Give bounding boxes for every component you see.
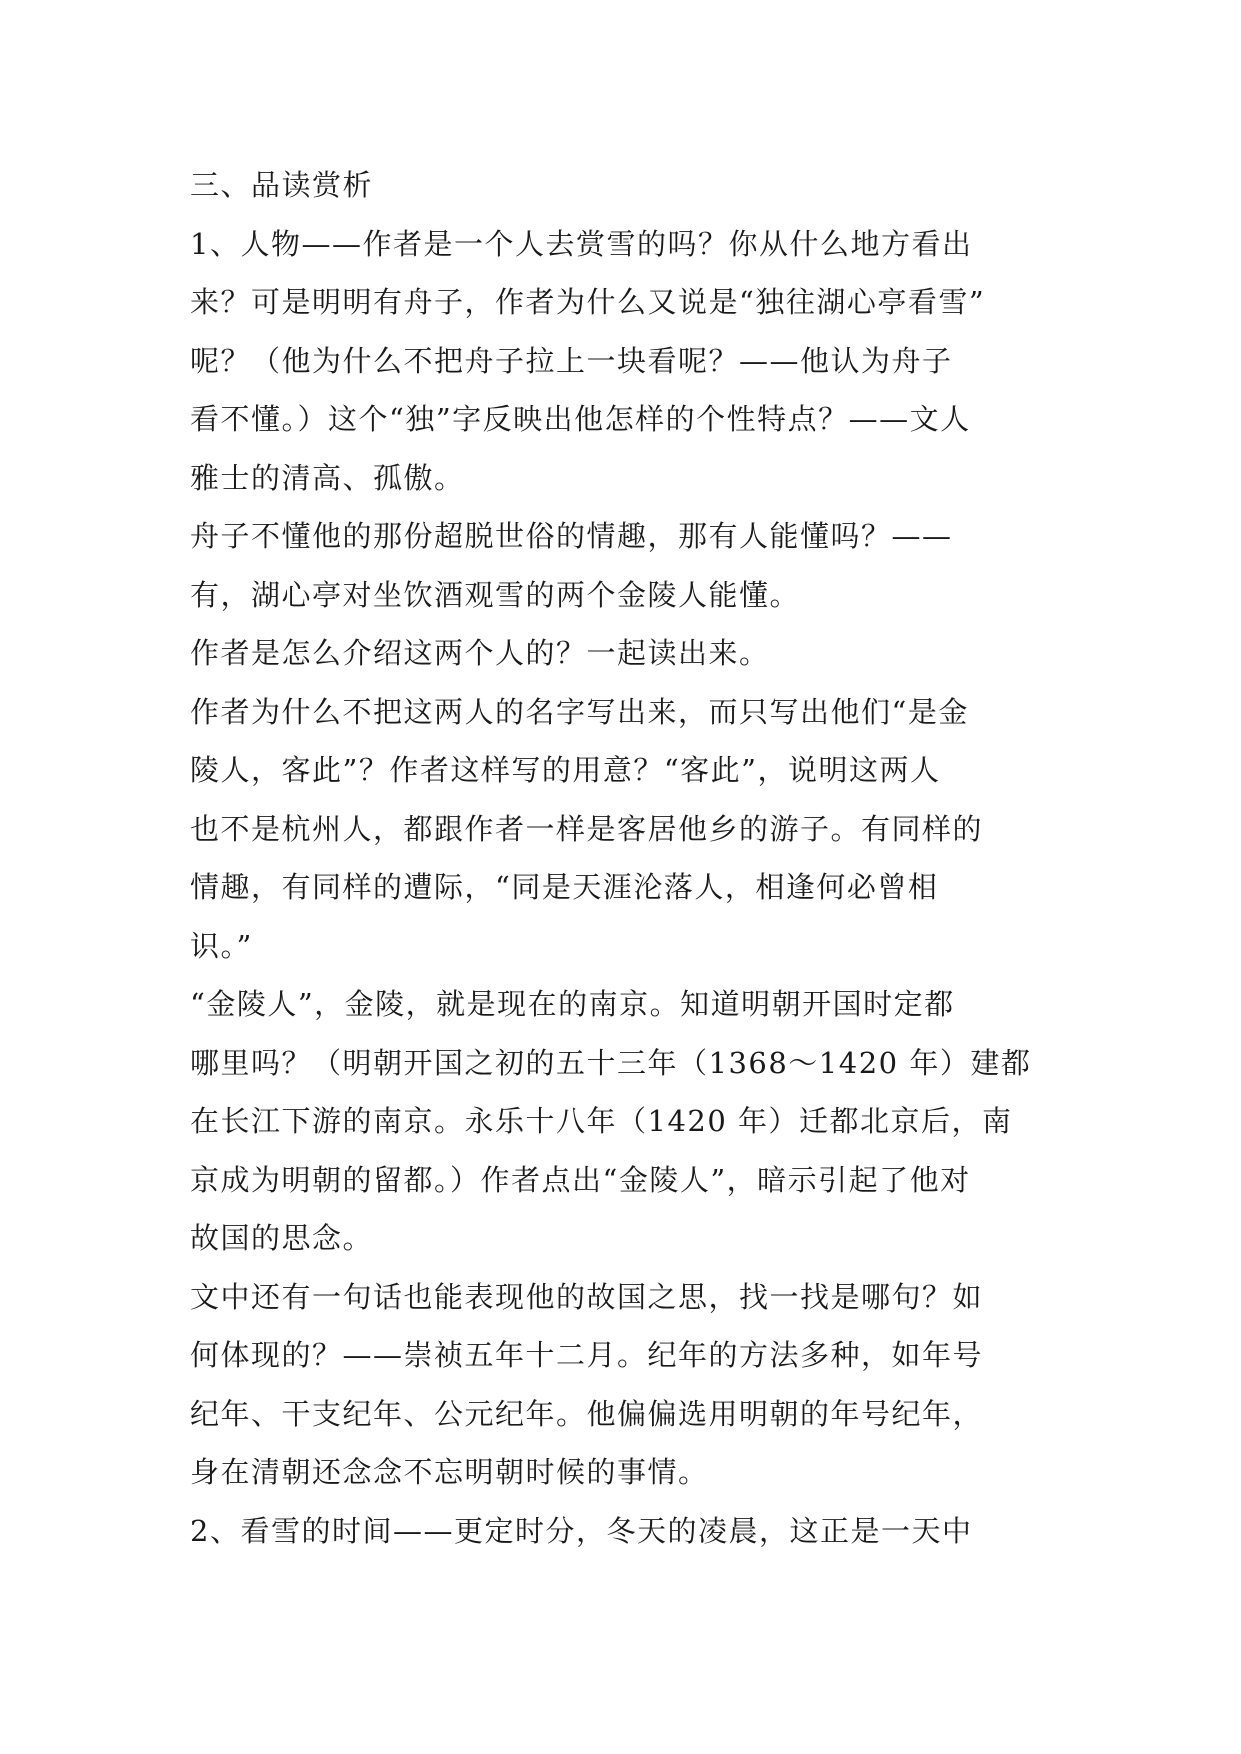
text-line: 作者是怎么介绍这两个人的？一起读出来。 <box>190 636 770 670</box>
text-line: 来？可是明明有舟子，作者为什么又说是“独往湖心亭看雪” <box>190 285 986 319</box>
text-line: 身在清朝还念念不忘明朝时候的事情。 <box>190 1455 709 1489</box>
text-line: 看不懂。）这个“独”字反映出他怎样的个性特点？——文人 <box>190 402 971 436</box>
text-line: 有，湖心亭对坐饮酒观雪的两个金陵人能懂。 <box>190 577 801 612</box>
text-line: 2、看雪的时间——更定时分，冬天的凌晨，这正是一天中 <box>190 1513 973 1548</box>
text-line: 纪年、干支纪年、公元纪年。他偏偏选用明朝的年号纪年， <box>190 1396 984 1431</box>
section-heading: 三、品读赏析 <box>190 168 374 202</box>
text-line: 哪里吗？（明朝开国之初的五十三年（1368～1420 年）建都 <box>190 1045 1032 1080</box>
text-line: 文中还有一句话也能表现他的故国之思，找一找是哪句？如 <box>190 1279 984 1314</box>
text-line: 1、人物——作者是一个人去赏雪的吗？你从什么地方看出 <box>190 226 973 261</box>
text-line: 识。” <box>190 928 253 963</box>
text-line: 作者为什么不把这两人的名字写出来，而只写出他们“是金 <box>190 694 969 729</box>
text-line: 雅士的清高、孤傲。 <box>190 460 465 495</box>
text-line: 何体现的？——崇祯五年十二月。纪年的方法多种，如年号 <box>190 1338 984 1372</box>
text-line: 陵人，客此”？作者这样写的用意？“客此”，说明这两人 <box>190 753 941 787</box>
text-line: “金陵人”，金陵，就是现在的南京。知道明朝开国时定都 <box>190 987 955 1021</box>
text-line: 在长江下游的南京。永乐十八年（1420 年）迁都北京后，南 <box>190 1104 1013 1138</box>
text-line: 京成为明朝的留都。）作者点出“金陵人”，暗示引起了他对 <box>190 1162 971 1197</box>
text-line: 故国的思念。 <box>190 1221 374 1255</box>
text-line: 也不是杭州人，都跟作者一样是客居他乡的游子。有同样的 <box>190 811 984 846</box>
document-body <box>190 156 1058 1560</box>
text-line: 舟子不懂他的那份超脱世俗的情趣，那有人能懂吗？—— <box>190 519 953 553</box>
text-line: 呢？（他为什么不把舟子拉上一块看呢？——他认为舟子 <box>190 343 953 378</box>
text-line: 情趣，有同样的遭际，“同是天涯沦落人，相逢何必曾相 <box>190 870 939 904</box>
